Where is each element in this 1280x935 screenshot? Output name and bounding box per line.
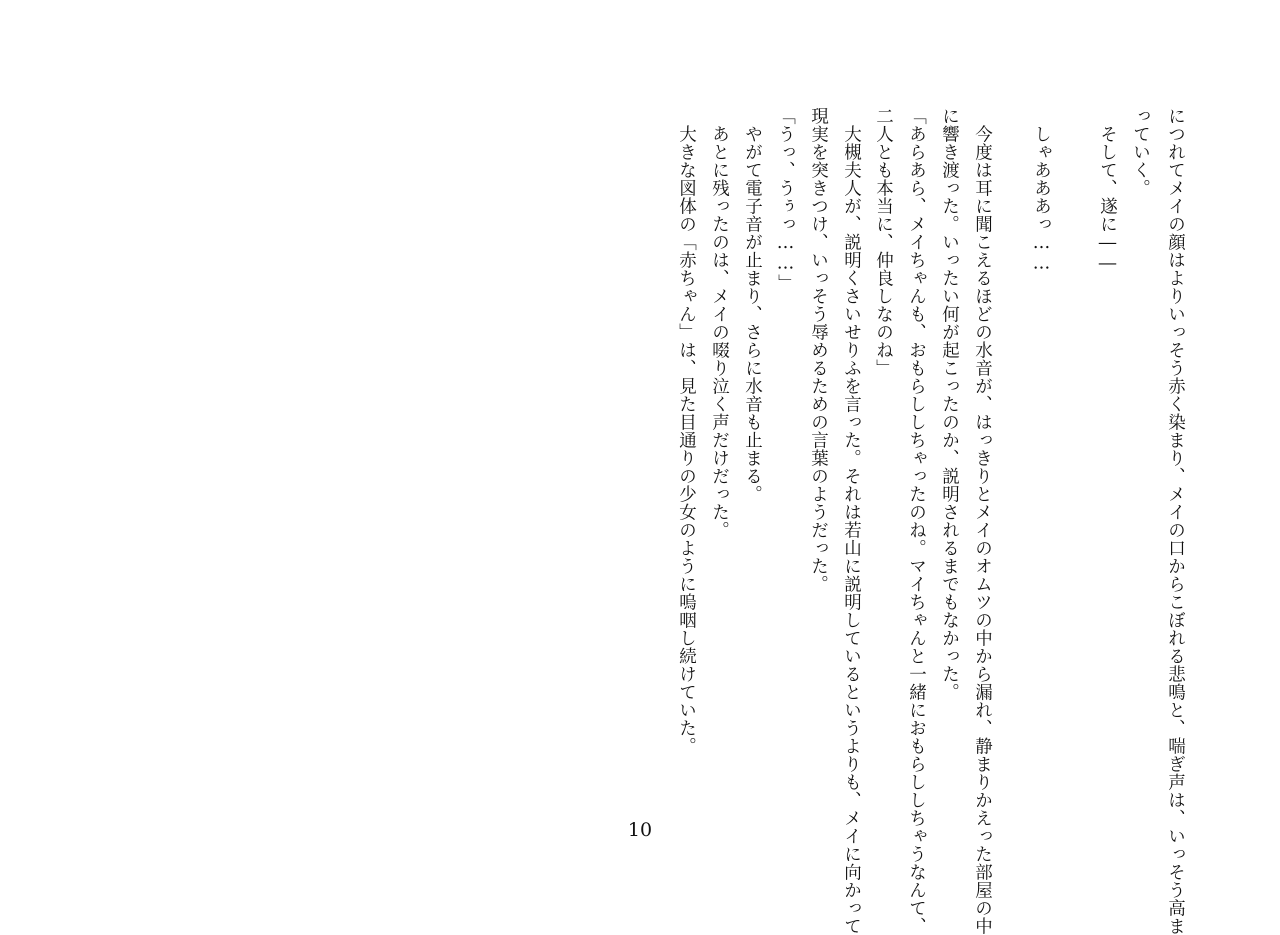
text-line: やがて電子音が止まり、さらに水音も止まる。 (742, 125, 763, 503)
text-line: 現実を突きつけ、いっそう辱めるための言葉のようだった。 (808, 107, 829, 593)
text-line: あとに残ったのは、メイの啜り泣く声だけだった。 (709, 125, 730, 539)
text-line: っていく。 (1130, 107, 1151, 197)
text-line: に響き渡った。いったい何が起こったのか、説明されるまでもなかった。 (939, 107, 960, 701)
text-line: 大きな図体の「赤ちゃん」は、見た目通りの少女のように嗚咽し続けていた。 (676, 125, 697, 755)
text-line: につれてメイの顔はよりいっそう赤く染まり、メイの口からこぼれる悲鳴と、喘ぎ声は、いっそう高ま (1165, 107, 1186, 935)
text-line: 大槻夫人が、説明くさいせりふを言った。それは若山に説明しているというよりも、メイに向かって (841, 125, 862, 935)
text-line: 二人とも本当に、仲良しなのね」 (873, 107, 894, 377)
text-line: しゃあああっ…… (1031, 125, 1052, 274)
text-line: 「あらあら、メイちゃんも、おもらししちゃったのね。マイちゃんと一緒におもらししちゃうなんて、 (906, 107, 927, 935)
text-line: そして、遂に―― (1097, 125, 1118, 274)
text-line: 「うっ、うぅっ……」 (775, 107, 796, 292)
page-number: 10 (627, 819, 653, 841)
text-line: 今度は耳に聞こえるほどの水音が、はっきりとメイのオムツの中から漏れ、静まりかえった部屋の中 (972, 125, 993, 935)
